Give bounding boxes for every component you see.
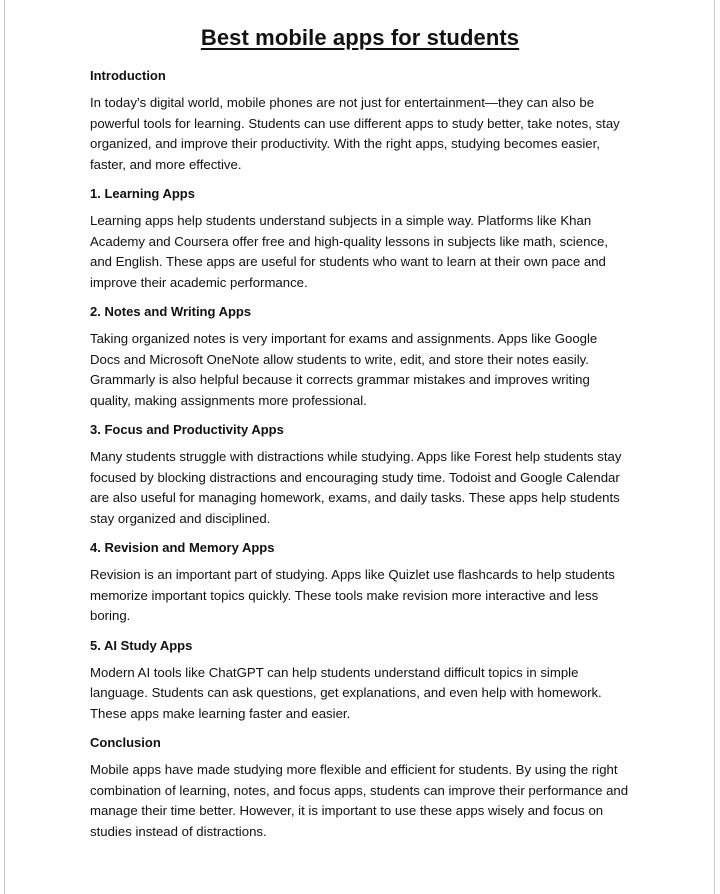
section-heading: Conclusion <box>90 735 161 750</box>
section-heading: 1. Learning Apps <box>90 186 195 201</box>
section-ai-study-apps <box>90 637 630 725</box>
section-heading: 3. Focus and Productivity Apps <box>90 422 284 437</box>
section-paragraph: Modern AI tools like ChatGPT can help students understand difficult topics in simple language. Students can ask questions, get explanations, and even help with homework. These apps make learning faster and easier. <box>90 664 602 721</box>
section-learning-apps <box>90 185 630 293</box>
section-heading: 5. AI Study Apps <box>90 637 193 653</box>
section-notes-writing-apps <box>90 303 630 411</box>
page-border-right <box>714 0 715 894</box>
section-heading: 4. Revision and Memory Apps <box>90 540 275 555</box>
section-paragraph: In today’s digital world, mobile phones are not just for entertainment—they can also be powerful tools for learning. Students can use different apps to study better, take notes, stay organized, and improve their productivity. With the right apps, studying becomes easier, faster, and more effective. <box>90 95 620 172</box>
document-title: Best mobile apps for students <box>200 25 520 50</box>
page-border-left <box>4 0 5 894</box>
section-heading: 2. Notes and Writing Apps <box>90 304 252 319</box>
section-paragraph: Revision is an important part of studying. Apps like Quizlet use flashcards to help students memorize important topics quickly. These tools make revision more interactive and less boring. <box>90 567 615 623</box>
section-paragraph: Mobile apps have made studying more flexible and efficient for students. By using the right combination of learning, notes, and focus apps, students can improve their performance and manage their time better. However, it is important to use these apps wisely and focus on studies instead of distractions. <box>90 762 629 839</box>
section-introduction <box>90 67 630 175</box>
section-paragraph: Learning apps help students understand subjects in a simple way. Platforms like Khan Academy and Coursera offer free and high-quality lessons in subjects like math, science, and English. These apps are useful for students who want to learn at their own pace and improve their academic performance. <box>90 213 609 290</box>
section-focus-productivity-apps <box>90 421 630 529</box>
section-paragraph: Taking organized notes is very important for exams and assignments. Apps like Google Docs and Microsoft OneNote allow students to write, edit, and store their notes easily. Grammarly is also helpful because it corrects grammar mistakes and improves writing quality, making assignments more professional. <box>90 331 598 408</box>
section-conclusion <box>90 734 630 842</box>
section-paragraph: Many students struggle with distractions while studying. Apps like Forest help students stay focused by blocking distractions and encouraging study time. Todoist and Google Calendar are also useful for managing homework, exams, and daily tasks. These apps help students stay organized and disciplined. <box>90 449 622 526</box>
section-heading: Introduction <box>90 68 166 83</box>
document-page <box>90 22 630 852</box>
section-revision-memory-apps <box>90 539 630 627</box>
